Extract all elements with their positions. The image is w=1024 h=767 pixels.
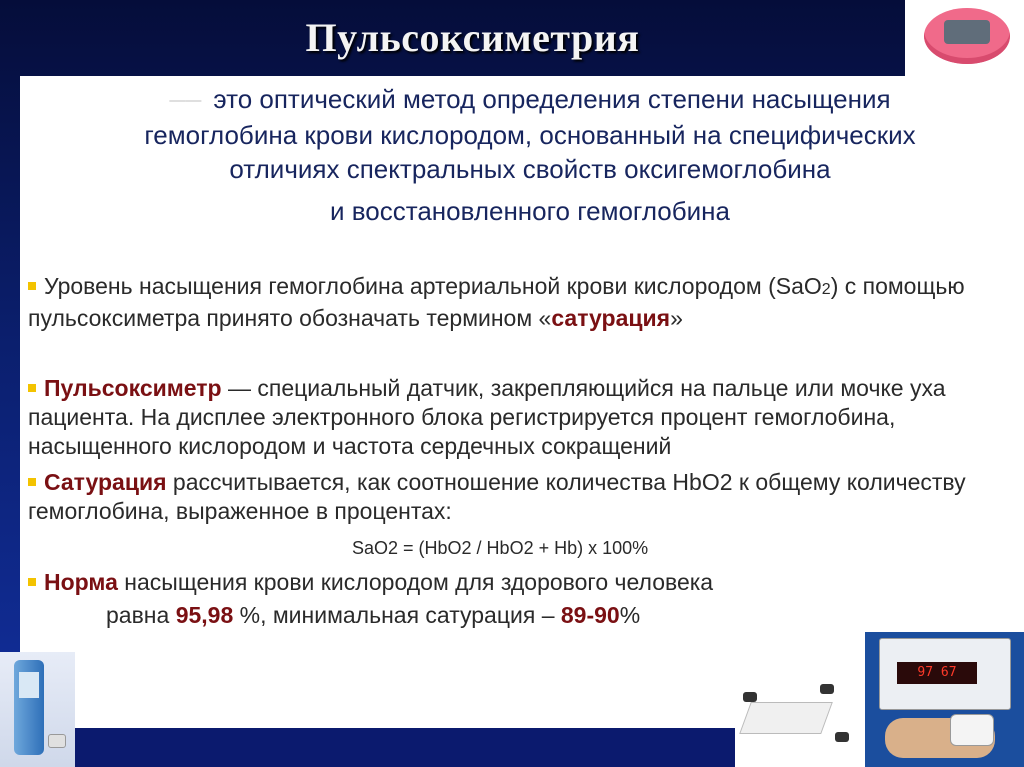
norm-value: 95,98	[175, 602, 234, 628]
bullet-marker-icon	[28, 384, 36, 392]
definition-line-2: гемоглобина крови кислородом, основанный на специфических	[144, 120, 916, 151]
bullet-marker-icon	[28, 478, 36, 486]
sensor-icon	[743, 692, 757, 702]
term-norm: Норма	[44, 569, 118, 595]
text: %	[619, 602, 641, 628]
bullet-text-2: ) с помощью пульсоксиметра принято обозначать термином «	[28, 273, 965, 331]
device-screen	[19, 672, 39, 698]
bullet-text: насыщения крови кислородом для здорового человека	[117, 569, 714, 595]
term-saturation: сатурация	[551, 305, 671, 331]
device-base	[739, 702, 833, 734]
slide-title: Пульсоксиметрия	[305, 15, 640, 60]
oximeter-kit-image	[735, 672, 865, 767]
definition-line-4: и восстановленного гемоглобина	[329, 196, 731, 227]
title-bar	[0, 0, 905, 75]
bullet-end: »	[670, 305, 683, 331]
bullet-marker-icon	[28, 282, 36, 290]
monitor-display: 97 67	[897, 662, 977, 684]
bullet-saturation-level	[28, 272, 1013, 333]
definition-paragraph	[60, 82, 1000, 228]
bullet-norm	[28, 568, 1013, 630]
bullet-saturation-calc	[28, 468, 1013, 526]
subscript: 2	[821, 281, 831, 298]
saturation-formula: SaO2 = (HbO2 / HbO2 + Hb) х 100%	[352, 538, 649, 558]
definition-line-3: отличиях спектральных свойств оксигемоглобина	[229, 154, 831, 185]
dash: ——	[169, 92, 202, 110]
definition-line-1: это оптический метод определения степени насыщения	[213, 84, 891, 114]
norm-values-line	[106, 601, 1013, 630]
device-screen	[944, 20, 990, 44]
bullet-marker-icon	[28, 578, 36, 586]
bullet-text: — специальный датчик, закрепляющийся на пальце или мочке уха пациента. На дисплее электронного блока регистрируется процент гемоглобина, насыщенного кислородом и частота сердечных сокращений	[28, 375, 946, 459]
finger-probe-icon	[48, 734, 66, 748]
sensor-icon	[820, 684, 834, 694]
bedside-oximeter-image	[865, 632, 1024, 767]
bullet-pulse-oximeter	[28, 374, 1013, 461]
handheld-oximeter-image	[0, 652, 75, 767]
finger-clip-icon	[950, 714, 994, 746]
term-pulse-oximeter: Пульсоксиметр	[44, 375, 222, 401]
bullet-text: Уровень насыщения гемоглобина артериальной крови кислородом (SaO	[44, 273, 822, 299]
text: равна	[106, 602, 176, 628]
content-panel	[20, 76, 1024, 728]
min-saturation-value: 89-90	[560, 602, 620, 628]
bullet-text: рассчитывается, как соотношение количества HbO2 к общему количеству гемоглобина, выраженное в процентах:	[28, 469, 966, 524]
text: %, минимальная сатурация –	[233, 602, 561, 628]
sensor-icon	[835, 732, 849, 742]
term-saturation-calc: Сатурация	[44, 469, 167, 495]
